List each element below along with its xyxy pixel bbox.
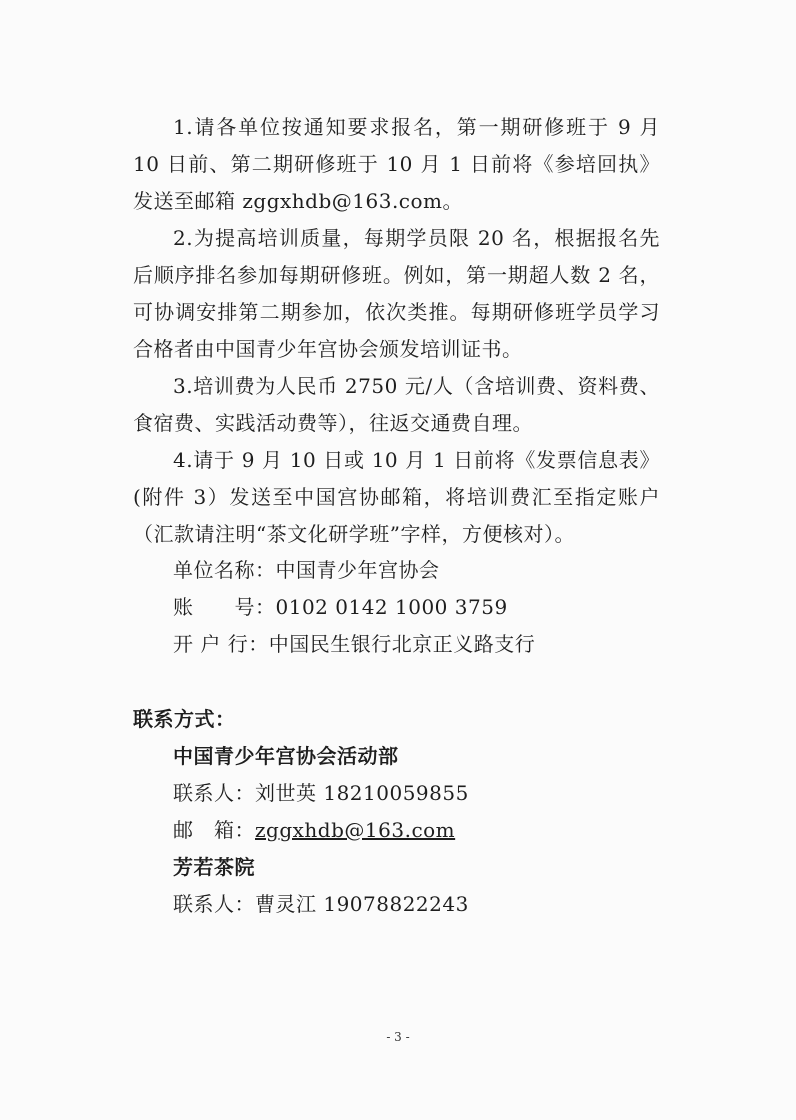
- paragraph-invoice: 4.请于 9 月 10 日或 10 月 1 日前将《发票信息表》(附件 3）发送至中国宫协邮箱，将培训费汇至指定账户（汇款请注明“茶文化研学班”字样，方便核对）。: [133, 448, 660, 546]
- contact-org1-email-label: 邮 箱：: [173, 818, 255, 842]
- contact-org2-person-label: 联系人：: [173, 892, 255, 916]
- contact-org1-person-label: 联系人：: [173, 781, 255, 805]
- bank-name-label: 单位名称：: [173, 558, 276, 582]
- paragraph-fee: 3.培训费为人民币 2750 元/人（含培训费、资料费、食宿费、实践活动费等），往返交通费自理。: [133, 374, 660, 435]
- contact-org2-person-value: 曹灵江 19078822243: [255, 892, 469, 916]
- bank-account-line: [173, 594, 508, 620]
- page-number: - 3 -: [386, 1030, 410, 1044]
- paragraph-registration: 1.请各单位按通知要求报名，第一期研修班于 9 月 10 日前、第二期研修班于 10 月 1 日前将《参培回执》发送至邮箱 zggxhdb@163.com。: [133, 115, 660, 213]
- contact-org1-person-line: [173, 780, 469, 806]
- contact-org2-person-line: [173, 891, 469, 917]
- paragraph-class-size: 2.为提高培训质量，每期学员限 20 名，根据报名先后顺序排名参加每期研修班。例如，第一期超人数 2 名，可协调安排第二期参加，依次类推。每期研修班学员学习合格者由中国青少年宫协会颁发培训证书。: [133, 226, 660, 361]
- bank-branch-label: 开 户 行：: [173, 632, 269, 656]
- contact-org1-email-link[interactable]: zggxhdb@163.com: [255, 818, 456, 842]
- contact-heading: 联系方式：: [133, 707, 236, 731]
- bank-name-line: [173, 557, 440, 583]
- bank-branch-line: [173, 631, 535, 657]
- bank-name-value: 中国青少年宫协会: [275, 558, 440, 582]
- contact-org1-person-value: 刘世英 18210059855: [255, 781, 469, 805]
- bank-branch-value: 中国民生银行北京正义路支行: [268, 632, 536, 656]
- contact-org2-name: 芳若茶院: [173, 855, 255, 879]
- contact-org1-email-line: [173, 817, 455, 843]
- bank-account-value: 0102 0142 1000 3759: [275, 595, 508, 619]
- bank-account-label: 账 号：: [173, 595, 276, 619]
- contact-org1-name: 中国青少年宫协会活动部: [173, 744, 399, 768]
